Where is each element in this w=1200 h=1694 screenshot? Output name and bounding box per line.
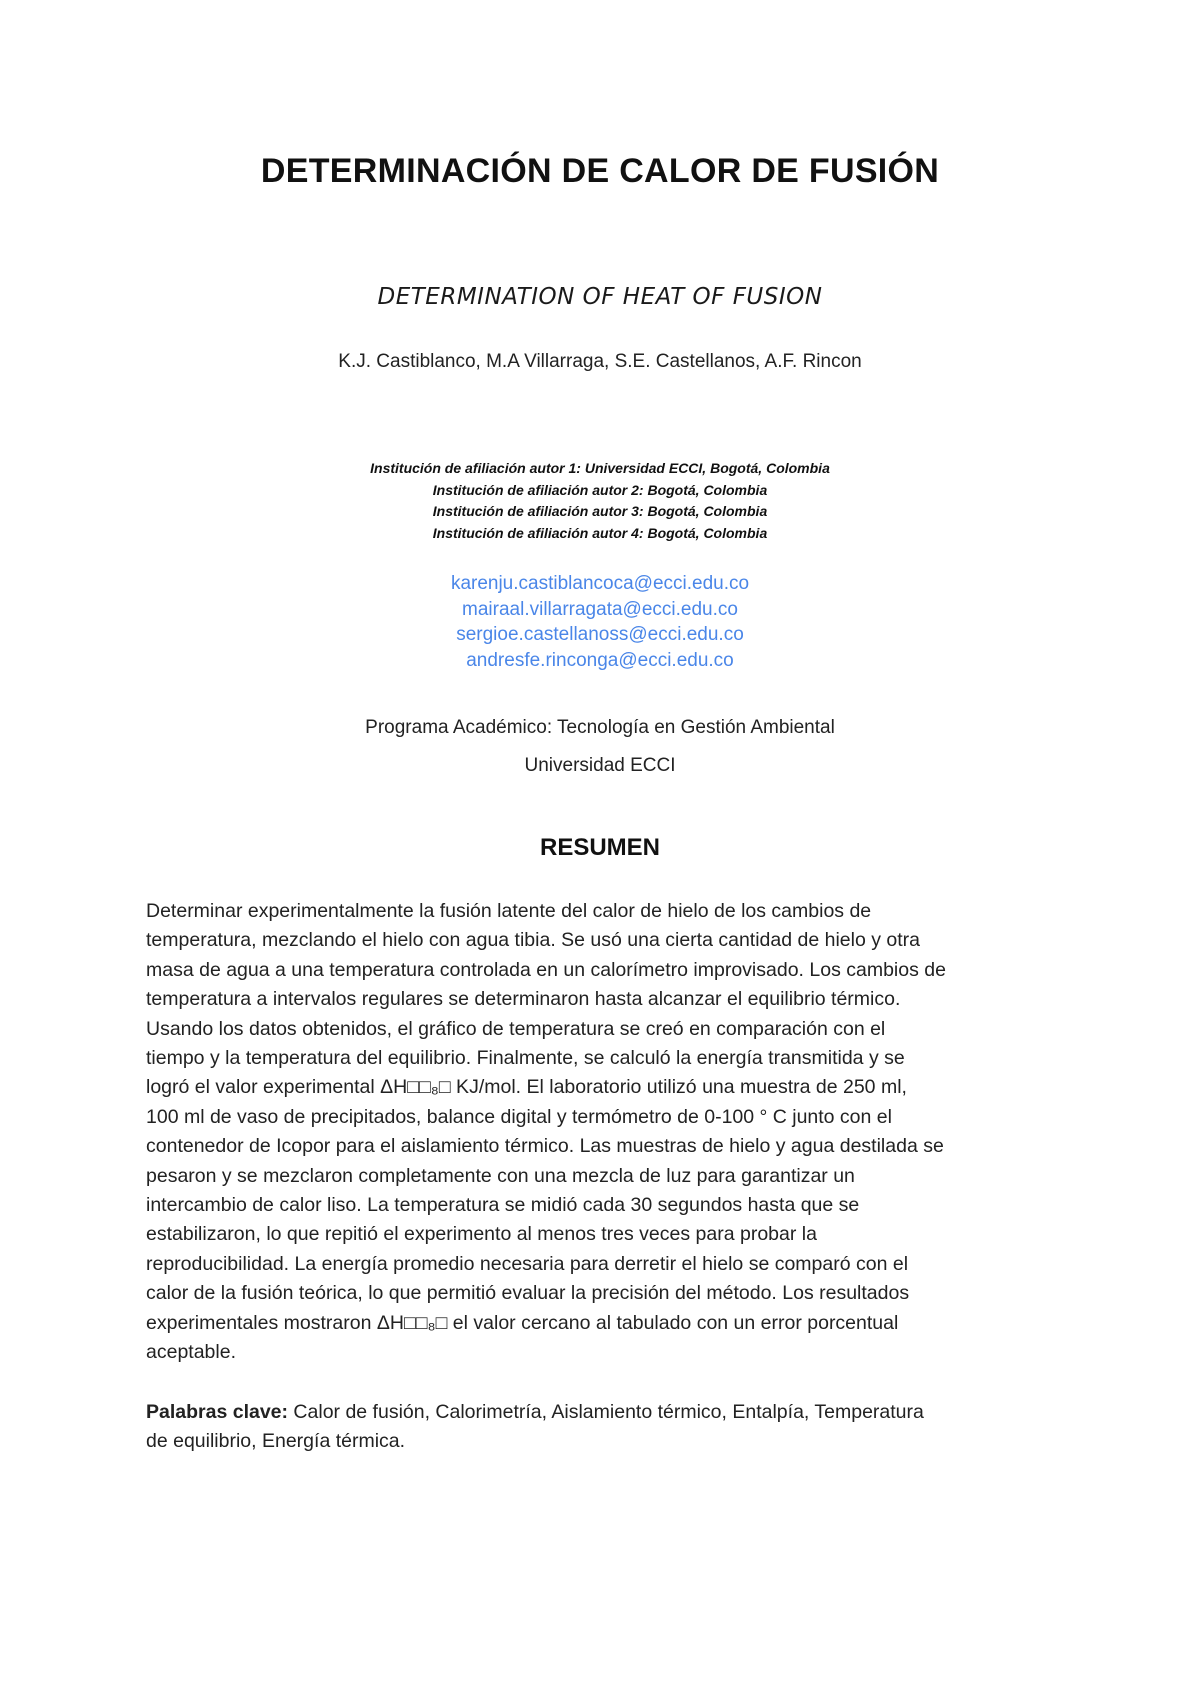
email-link-2[interactable]: mairaal.villarragata@ecci.edu.co	[462, 598, 738, 620]
paper-subtitle: DETERMINATION OF HEAT OF FUSION	[377, 284, 823, 310]
email-link-1[interactable]: karenju.castiblancoca@ecci.edu.co	[450, 573, 750, 594]
abstract-line: tiempo y la temperatura del equilibrio. Finalmente, se calculó la energía transmitida y se	[146, 1047, 905, 1070]
abstract-line: pesaron y se mezclaron completamente con una mezcla de luz para garantizar un	[146, 1164, 855, 1187]
abstract-body	[146, 897, 1076, 1368]
abstract-line: intercambio de calor liso. La temperatura se midió cada 30 segundos hasta que se	[146, 1194, 860, 1217]
email-link-4[interactable]: andresfe.rinconga@ecci.edu.co	[466, 649, 734, 671]
keywords-label: Palabras clave:	[146, 1401, 289, 1423]
abstract-line: estabilizaron, lo que repitió el experimento al menos tres veces para probar la	[146, 1223, 817, 1246]
abstract-line: Determinar experimentalmente la fusión latente del calor de hielo de los cambios de	[146, 900, 872, 922]
abstract-line: contenedor de Icopor para el aislamiento térmico. Las muestras de hielo y agua destilada se	[146, 1135, 944, 1158]
university-name: Universidad ECCI	[524, 755, 676, 776]
affiliation-4: Institución de afiliación autor 4: Bogotá, Colombia	[432, 524, 768, 541]
affiliation-list	[0, 458, 1200, 544]
keywords-text-2: de equilibrio, Energía térmica.	[146, 1430, 406, 1453]
abstract-line: temperatura a intervalos regulares se determinaron hasta alcanzar el equilibrio térmico.	[146, 988, 901, 1011]
author-list: K.J. Castiblanco, M.A Villarraga, S.E. Castellanos, A.F. Rincon	[338, 351, 862, 372]
affiliation-3: Institución de afiliación autor 3: Bogotá, Colombia	[432, 503, 768, 519]
abstract-line: masa de agua a una temperatura controlada en un calorímetro improvisado. Los cambios de	[146, 958, 946, 981]
email-list	[0, 571, 1200, 673]
email-link-3[interactable]: sergioe.castellanoss@ecci.edu.co	[456, 624, 744, 645]
abstract-heading: RESUMEN	[539, 834, 660, 861]
academic-program: Programa Académico: Tecnología en Gestión Ambiental	[365, 717, 835, 738]
abstract-line: logró el valor experimental ΔH□□₈□ KJ/mol. El laboratorio utilizó una muestra de 250 ml,	[146, 1076, 907, 1099]
abstract-line: calor de la fusión teórica, lo que permitió evaluar la precisión del método. Los resultados	[146, 1282, 910, 1305]
paper-title: DETERMINACIÓN DE CALOR DE FUSIÓN	[260, 152, 940, 190]
abstract-line: reproducibilidad. La energía promedio necesaria para derretir el hielo se comparó con el	[146, 1252, 909, 1275]
affiliation-1: Institución de afiliación autor 1: Universidad ECCI, Bogotá, Colombia	[370, 460, 830, 476]
affiliation-2: Institución de afiliación autor 2: Bogotá, Colombia	[432, 481, 768, 498]
abstract-line: temperatura, mezclando el hielo con agua tibia. Se usó una cierta cantidad de hielo y otra	[146, 929, 920, 952]
keywords-section	[146, 1398, 1076, 1457]
keywords-text-1: Calor de fusión, Calorimetría, Aislamiento térmico, Entalpía, Temperatura	[288, 1401, 924, 1423]
abstract-line: 100 ml de vaso de precipitados, balance digital y termómetro de 0-100 ° C junto con el	[146, 1105, 892, 1128]
keywords-line-1	[146, 1398, 1076, 1427]
abstract-line: experimentales mostraron ΔH□□₈□ el valor cercano al tabulado con un error porcentual	[146, 1311, 899, 1334]
abstract-line: aceptable.	[146, 1341, 236, 1364]
abstract-line: Usando los datos obtenidos, el gráfico de temperatura se creó en comparación con el	[146, 1017, 886, 1040]
